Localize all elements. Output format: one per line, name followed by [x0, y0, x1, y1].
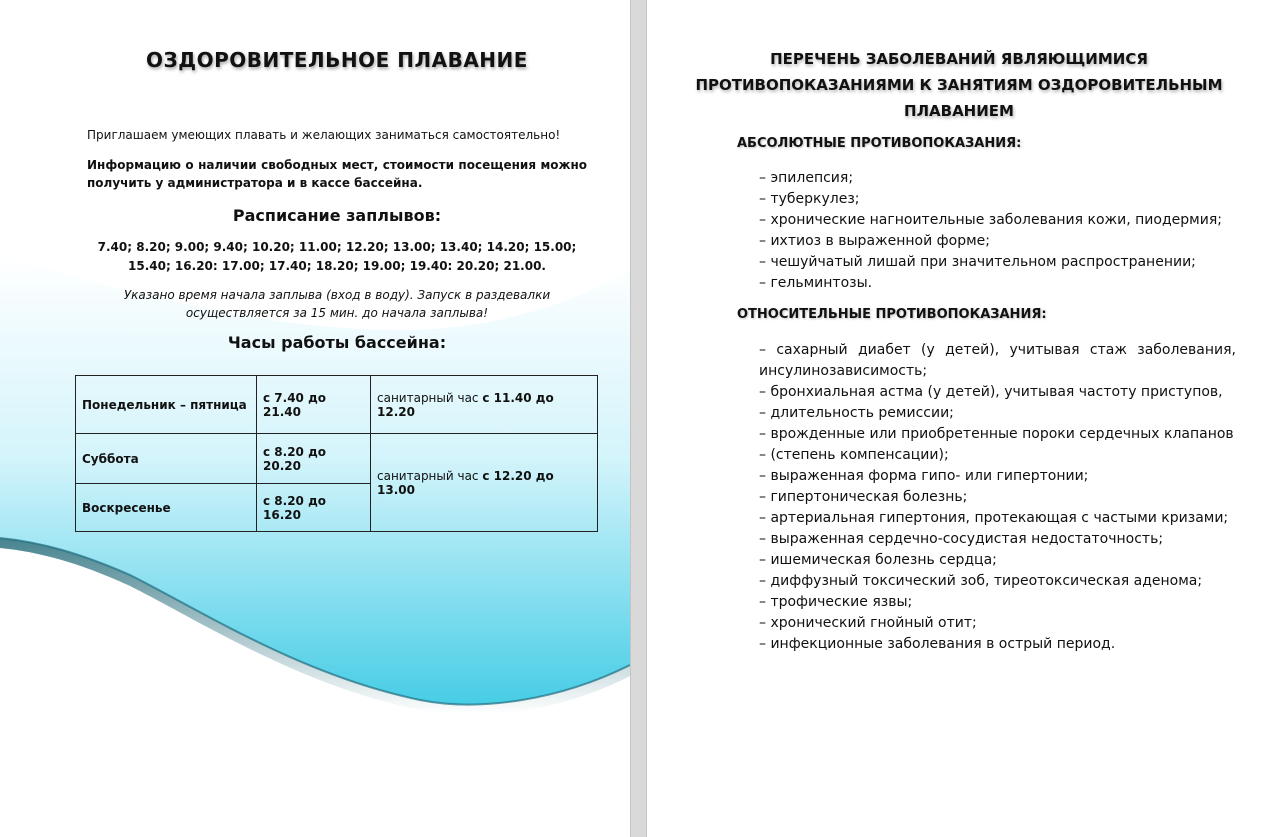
title-line: ПЕРЕЧЕНЬ ЗАБОЛЕВАНИЙ ЯВЛЯЮЩИМИСЯ — [770, 50, 1148, 68]
list-item: – выраженная форма гипо- или гипертонии; — [759, 466, 1236, 487]
sanitary-prefix: санитарный час — [377, 468, 479, 483]
list-item: – чешуйчатый лишай при значительном распространении; — [759, 252, 1236, 273]
list-item: – сахарный диабет (у детей), учитывая стаж заболевания, инсулинозависимость; — [759, 340, 1236, 382]
sanitary-cell — [371, 434, 598, 532]
list-item: – хронический гнойный отит; — [759, 613, 1236, 634]
title-line: ПРОТИВОПОКАЗАНИЯМИ К ЗАНЯТИЯМ ОЗДОРОВИТЕЛЬНЫМ — [695, 76, 1223, 94]
list-item: – эпилепсия; — [759, 168, 1236, 189]
sanitary-cell — [371, 376, 598, 434]
time-cell: с 8.20 до 20.20 — [257, 434, 371, 484]
list-item: – выраженная сердечно-сосудистая недостаточность; — [759, 529, 1236, 550]
hours-heading: Часы работы бассейна: — [227, 333, 447, 352]
list-item: – инфекционные заболевания в острый период. — [759, 634, 1236, 655]
sanitary-time: с 12.20 до 13.00 — [377, 468, 554, 497]
list-item: – бронхиальная астма (у детей), учитывая частоту приступов, — [759, 382, 1236, 403]
list-item: – врожденные или приобретенные пороки сердечных клапанов — [759, 424, 1236, 445]
list-item: – ихтиоз в выраженной форме; — [759, 231, 1236, 252]
sanitary-prefix: санитарный час — [377, 390, 479, 405]
hours-table — [75, 375, 598, 532]
list-item: – трофические язвы; — [759, 592, 1236, 613]
table-row — [76, 376, 598, 434]
table-row — [76, 434, 598, 484]
absolute-heading: АБСОЛЮТНЫЕ ПРОТИВОПОКАЗАНИЯ: — [737, 136, 1022, 151]
time-cell: с 8.20 до 16.20 — [257, 484, 371, 532]
list-item: – длительность ремиссии; — [759, 403, 1236, 424]
day-cell: Суббота — [76, 434, 257, 484]
right-page — [647, 0, 1271, 837]
left-page — [0, 0, 630, 837]
page-title: ОЗДОРОВИТЕЛЬНОЕ ПЛАВАНИЕ — [146, 48, 528, 72]
list-item: – артериальная гипертония, протекающая с частыми кризами; — [759, 508, 1236, 529]
list-item: – туберкулез; — [759, 189, 1236, 210]
list-item: – гельминтозы. — [759, 273, 1236, 294]
list-item: – ишемическая болезнь сердца; — [759, 550, 1236, 571]
invite-text: Приглашаем умеющих плавать и желающих заниматься самостоятельно! — [87, 128, 561, 142]
schedule-note: Указано время начала заплыва (вход в воду). Запуск в раздевалки осуществляется за 15 мин. до начала заплыва! — [123, 288, 551, 320]
relative-list — [759, 340, 1236, 655]
list-item: – хронические нагноительные заболевания кожи, пиодермия; — [759, 210, 1236, 231]
day-cell: Воскресенье — [76, 484, 257, 532]
list-item: – гипертоническая болезнь; — [759, 487, 1236, 508]
contraindications-title — [647, 46, 1271, 124]
list-item: – диффузный токсический зоб, тиреотоксическая аденома; — [759, 571, 1236, 592]
relative-heading: ОТНОСИТЕЛЬНЫЕ ПРОТИВОПОКАЗАНИЯ: — [737, 307, 1047, 322]
page-gutter — [630, 0, 647, 837]
day-cell: Понедельник – пятница — [76, 376, 257, 434]
list-item: – (степень компенсации); — [759, 445, 1236, 466]
info-text: Информацию о наличии свободных мест, стоимости посещения можно получить у администратора и в кассе бассейна. — [87, 158, 587, 190]
title-line: ПЛАВАНИЕМ — [904, 102, 1014, 120]
sanitary-time: с 11.40 до 12.20 — [377, 390, 554, 419]
schedule-times: 7.40; 8.20; 9.00; 9.40; 10.20; 11.00; 12.20; 13.00; 13.40; 14.20; 15.00; 15.40; 16.20: 17.00; 17.40; 18.20; 19.00; 19.40: 20.20; 21.00. — [97, 240, 577, 273]
absolute-list — [759, 168, 1236, 294]
time-cell: с 7.40 до 21.40 — [257, 376, 371, 434]
schedule-heading: Расписание заплывов: — [232, 206, 442, 225]
